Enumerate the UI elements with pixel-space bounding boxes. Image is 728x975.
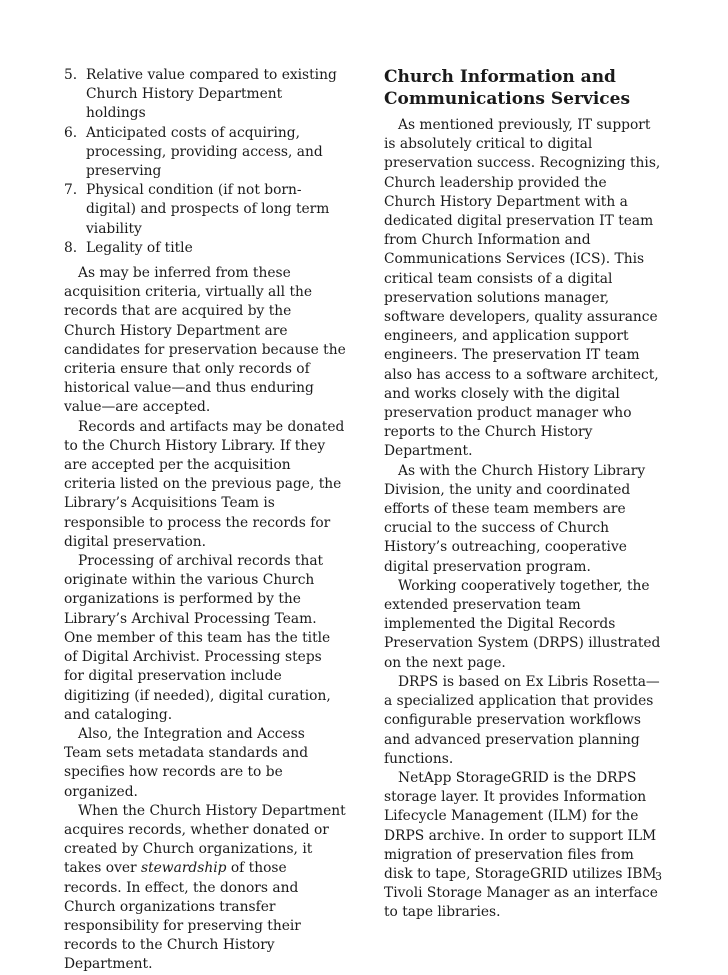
paragraph: As mentioned previously, IT support is absolutely critical to digital preservation success. Recognizing this, Church leadership provided the Church History Department with a dedicated digital preservation IT team from Church Information and Communications Services (ICS). This critical team consists of a digital preservation solutions manager, software developers, quality assurance engineers, and application support engineers. The preservation IT team also has access to a software architect, and works closely with the digital preservation product manager who reports to the Church History Department. <box>384 117 661 460</box>
list-item: 5. Relative value compared to existing Church History Department holdings <box>64 67 337 122</box>
section-heading: Church Information and Communications Services <box>384 67 631 109</box>
stewardship-emphasis: stewardship <box>141 860 227 877</box>
paragraph: Records and artifacts may be donated to the Church History Library. If they are accepted per the acquisition criteria listed on the previous page, the Library’s Acquisitions Team is responsible to process the records for digital preservation. <box>64 418 345 550</box>
paragraph: DRPS is based on Ex Libris Rosetta—a specialized application that provides configurable preservation workflows and advanced preservation planning functions. <box>384 673 660 767</box>
acquisition-criteria-list <box>64 66 346 258</box>
left-column <box>64 66 346 975</box>
paragraph: NetApp StorageGRID is the DRPS storage layer. It provides Information Lifecycle Management (ILM) for the DRPS archive. In order to support ILM migration of preservation files from disk to tape, StorageGRID utilizes IBM Tivoli Storage Manager as an interface to tape libraries. <box>384 769 658 921</box>
paragraph: Also, the Integration and Access Team sets metadata standards and specifies how records are to be organized. <box>64 725 309 800</box>
paragraph: Processing of archival records that originate within the various Church organizations is performed by the Library’s Archival Processing Team. One member of this team has the title of Digital Archivist. Processing steps for digital preservation include digitizing (if needed), digital curation, and cataloging. <box>64 553 331 723</box>
paragraph: As with the Church History Library Division, the unity and coordinated efforts of these team members are crucial to the success of Church History’s outreaching, cooperative digital preservation program. <box>384 462 646 575</box>
paragraph: Working cooperatively together, the extended preservation team implemented the Digital Records Preservation System (DRPS) illustrated on the next page. <box>384 577 661 671</box>
page-number: 3 <box>655 870 662 883</box>
list-item: 8. Legality of title <box>64 239 193 256</box>
list-item: 6. Anticipated costs of acquiring, processing, providing access, and preserving <box>64 124 323 180</box>
paragraph: As may be inferred from these acquisition criteria, virtually all the records that are acquired by the Church History Department are candidates for preservation because the criteria ensure that only records of historical value—and thus enduring value—are accepted. <box>64 265 346 416</box>
list-item: 7. Physical condition (if not born-digital) and prospects of long term viability <box>64 182 330 237</box>
paragraph-stewardship: When the Church History Department acquires records, whether donated or created by Church organizations, it takes over stewardship of those records. In effect, the donors and Church organizations transfer responsibility for preserving their records to the Church History Department. <box>64 802 346 973</box>
right-column <box>384 66 662 923</box>
